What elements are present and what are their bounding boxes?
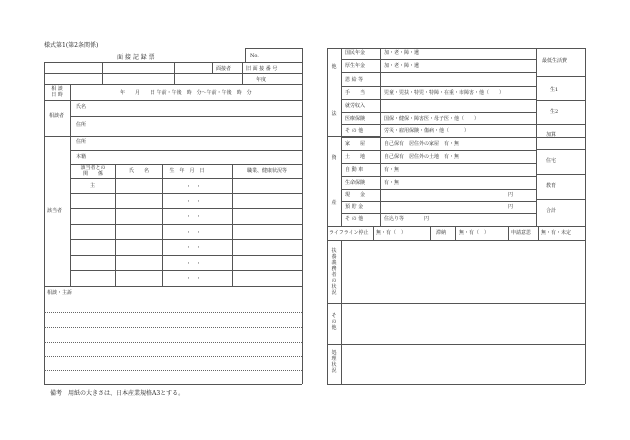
main-label: 主: [90, 183, 96, 189]
asset-label: 現 金: [345, 192, 366, 198]
row-label: 医療保険: [345, 116, 366, 122]
group-top-label: 他: [331, 64, 337, 70]
asset-label: 土 地: [345, 154, 366, 160]
birth-header: 生 年 月 日: [169, 168, 205, 174]
asset-value: 有・無: [384, 180, 400, 186]
row-value: 児童・児扶・特児・特障・在重・市障害・他（ ）: [384, 90, 505, 96]
row-label: 就労収入: [345, 103, 366, 109]
asset-label: 家 屋: [345, 141, 366, 147]
duty-label: 扶養義務者の状況: [331, 248, 337, 296]
side-label-total: 合計: [546, 208, 557, 214]
side-label-sei1: 生1: [550, 87, 559, 93]
row-label: 厚生年金: [345, 63, 366, 69]
row-label: 恩 給 等: [345, 77, 364, 83]
form-label: 様式第1(第2条関係): [44, 42, 99, 49]
birth-dots-1: ・ ・: [186, 184, 202, 190]
birth-dots-3: ・ ・: [186, 214, 202, 220]
asset-value: 自己保有 居住外の土地 有・無: [384, 154, 460, 160]
honseki-label: 本籍: [76, 154, 87, 160]
work-header: 職業、健康状況等: [246, 168, 287, 174]
row-label: そ の 他: [345, 128, 364, 134]
application-label: 申請意思: [511, 230, 532, 236]
group-assets2-label: 産: [331, 200, 337, 206]
group-assets-label: 資: [331, 155, 337, 161]
birth-dots-7: ・ ・: [186, 276, 202, 282]
asset-value: 住込り等 円: [384, 216, 430, 222]
no-label: No.: [250, 53, 259, 59]
year-label: 年度: [256, 77, 267, 83]
row-label: 手 当: [345, 90, 366, 96]
side-label-sei2: 生2: [550, 109, 559, 115]
lifeline-value: 無・有（ ）: [376, 230, 407, 236]
asset-value: 円: [508, 204, 514, 210]
row-label: 国民年金: [345, 50, 366, 56]
footnote: 備考 用紙の大きさは、日本産業規格A3とする。: [50, 390, 185, 397]
asset-value: 自己保有 居住外の家屋 有・無: [384, 141, 460, 147]
arrears-label: 滞納: [436, 230, 447, 236]
other-label: その他: [331, 313, 337, 331]
birth-dots-5: ・ ・: [186, 245, 202, 251]
consult-date-value: 年 月 日 午前・午後 時 分〜午前・午後 時 分: [120, 90, 252, 96]
row-value: 国保・健保・障害医・母子医・他（ ）: [384, 116, 480, 122]
asset-label: 預 貯 金: [345, 204, 364, 210]
subject-address-label: 住所: [76, 139, 87, 145]
notes-label: 相談・主訴: [47, 290, 73, 296]
birth-dots-6: ・ ・: [186, 261, 202, 267]
previous-number-label: 旧 面 接 番 号: [246, 66, 278, 72]
group-law-label: 法: [331, 111, 337, 117]
name-header: 氏 名: [128, 168, 149, 174]
consult-date-label: 相 談 日 時: [51, 86, 63, 98]
lifeline-label: ライフライン停止: [329, 230, 369, 236]
asset-label: そ の 他: [345, 216, 364, 222]
side-label-housing: 住宅: [546, 158, 557, 164]
birth-dots-2: ・ ・: [186, 199, 202, 205]
row-value: 加・老・障・遺: [384, 50, 420, 56]
side-label-kasan: 加算: [546, 132, 557, 138]
row-value: 加・老・障・遺: [384, 63, 420, 69]
birth-dots-4: ・ ・: [186, 230, 202, 236]
consultant-address-label: 住所: [76, 122, 87, 128]
application-value: 無・有・未定: [541, 230, 572, 236]
asset-value: 有・無: [384, 167, 400, 173]
asset-label: 自 動 車: [345, 167, 364, 173]
form-title: 面 接 記 録 票: [117, 54, 155, 61]
interviewer-label: 面接者: [216, 66, 232, 72]
side-label-min-cost: 最低生活費: [542, 58, 568, 64]
side-label-education: 教育: [546, 183, 557, 189]
subject-label: 該当者: [47, 208, 63, 214]
row-value: 労災・雇用保険・傷病・他（ ）: [384, 128, 470, 134]
process-label: 処理状況: [331, 350, 337, 374]
asset-label: 生命保険: [345, 180, 366, 186]
relation-header: 該当者との 関 係: [80, 165, 106, 177]
consultant-label: 相談者: [49, 113, 65, 119]
arrears-value: 無・有（ ）: [459, 230, 490, 236]
consultant-name-label: 氏名: [76, 104, 87, 110]
asset-value: 円: [508, 192, 514, 198]
